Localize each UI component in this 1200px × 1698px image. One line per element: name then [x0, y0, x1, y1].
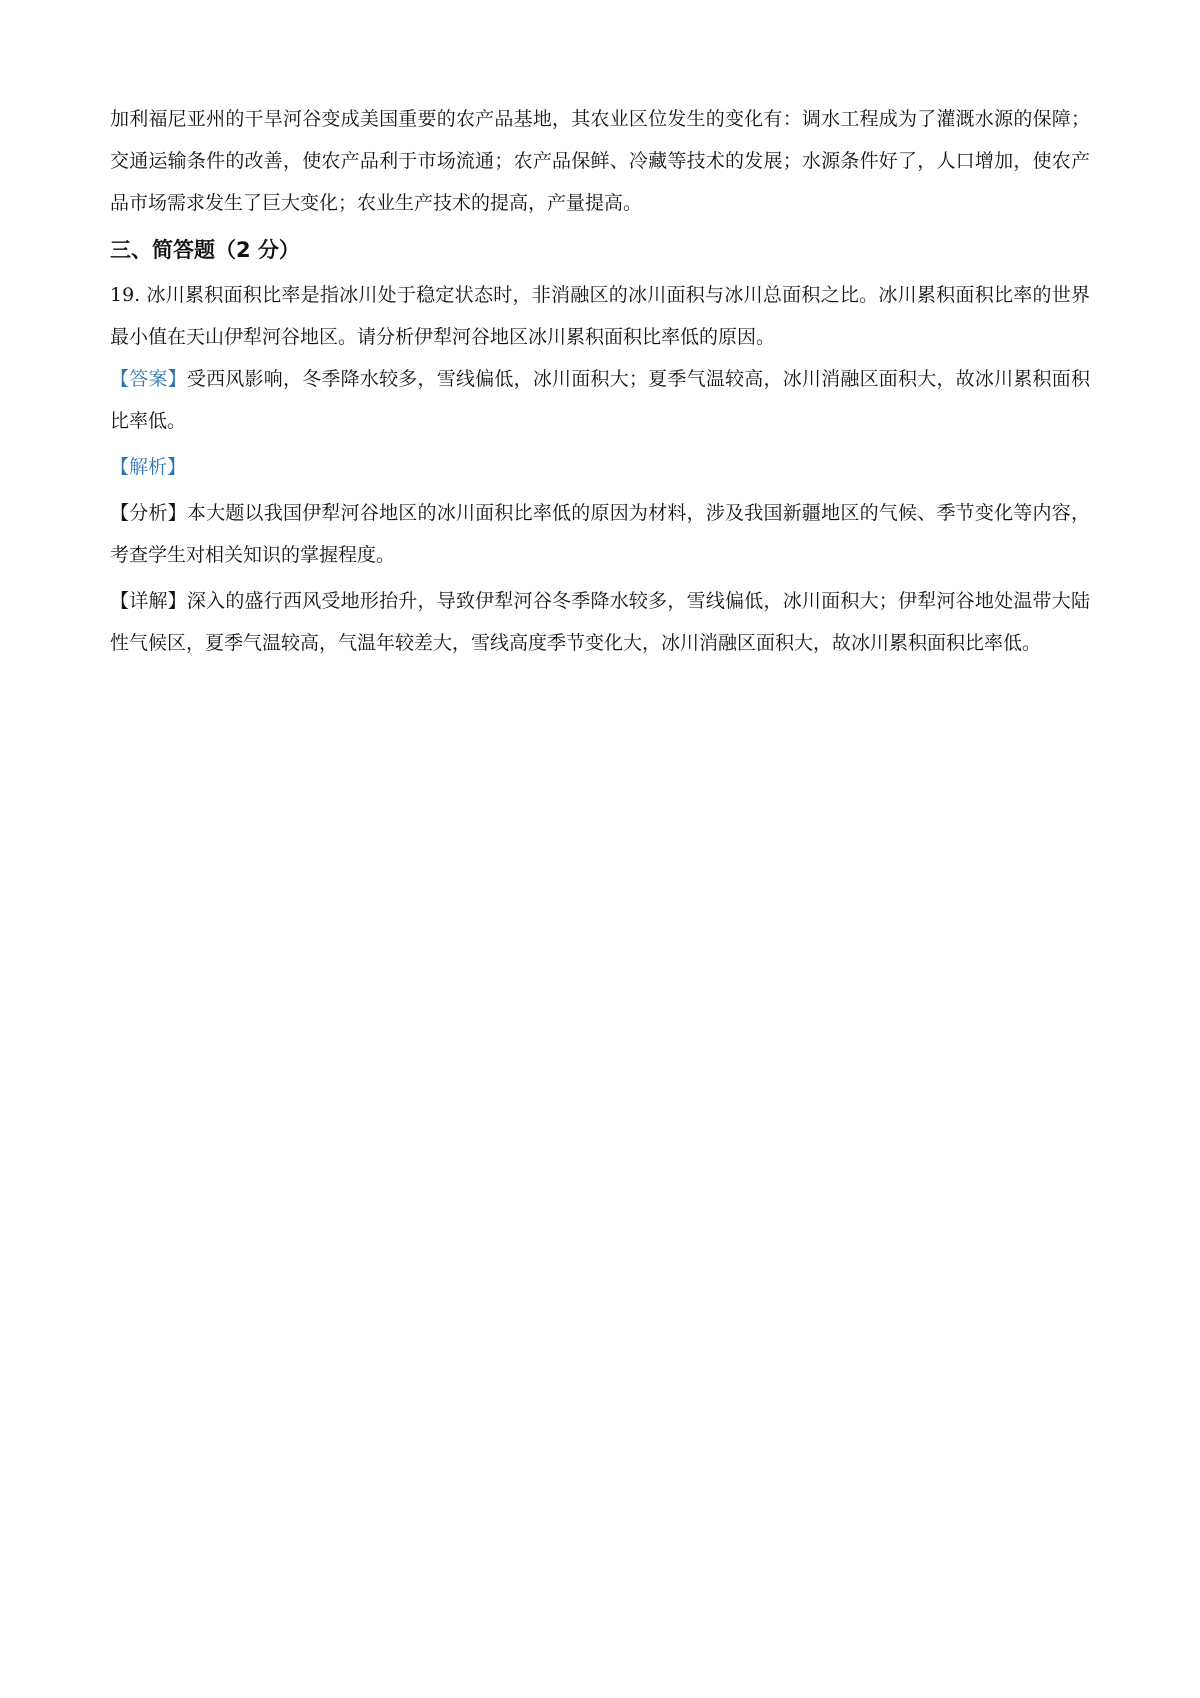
- analysis-paragraph: [110, 492, 1090, 576]
- analysis-text: 本大题以我国伊犁河谷地区的冰川面积比率低的原因为材料，涉及我国新疆地区的气候、季节变化等内容，考查学生对相关知识的掌握程度。: [110, 502, 1090, 566]
- answer-text: 受西风影响，冬季降水较多，雪线偏低，冰川面积大；夏季气温较高，冰川消融区面积大，故冰川累积面积比率低。: [110, 368, 1090, 432]
- question-19: [110, 274, 1090, 358]
- intro-text: 加利福尼亚州的干旱河谷变成美国重要的农产品基地，其农业区位发生的变化有：调水工程成为了灌溉水源的保障；交通运输条件的改善，使农产品利于市场流通；农产品保鲜、冷藏等技术的发展；水源条件好了，人口增加，使农产品市场需求发生了巨大变化；农业生产技术的提高，产量提高。: [110, 108, 1090, 214]
- explanation-heading: [110, 446, 1090, 488]
- section-heading: 三、简答题（2 分）: [110, 238, 300, 262]
- answer-tag: 【答案】: [110, 368, 187, 390]
- question-number: 19.: [110, 284, 141, 306]
- explanation-tag: 【解析】: [110, 456, 187, 478]
- analysis-tag: 【分析】: [110, 502, 187, 524]
- detail-tag: 【详解】: [110, 590, 187, 612]
- intro-paragraph: [110, 98, 1090, 224]
- detail-paragraph: [110, 580, 1090, 664]
- detail-text: 深入的盛行西风受地形抬升，导致伊犁河谷冬季降水较多，雪线偏低，冰川面积大；伊犁河谷地处温带大陆性气候区，夏季气温较高，气温年较差大，雪线高度季节变化大，冰川消融区面积大，故冰川累积面积比率低。: [110, 590, 1090, 654]
- answer-paragraph: [110, 358, 1090, 442]
- document-content: [110, 98, 1090, 664]
- question-text: 冰川累积面积比率是指冰川处于稳定状态时，非消融区的冰川面积与冰川总面积之比。冰川累积面积比率的世界最小值在天山伊犁河谷地区。请分析伊犁河谷地区冰川累积面积比率低的原因。: [110, 284, 1090, 348]
